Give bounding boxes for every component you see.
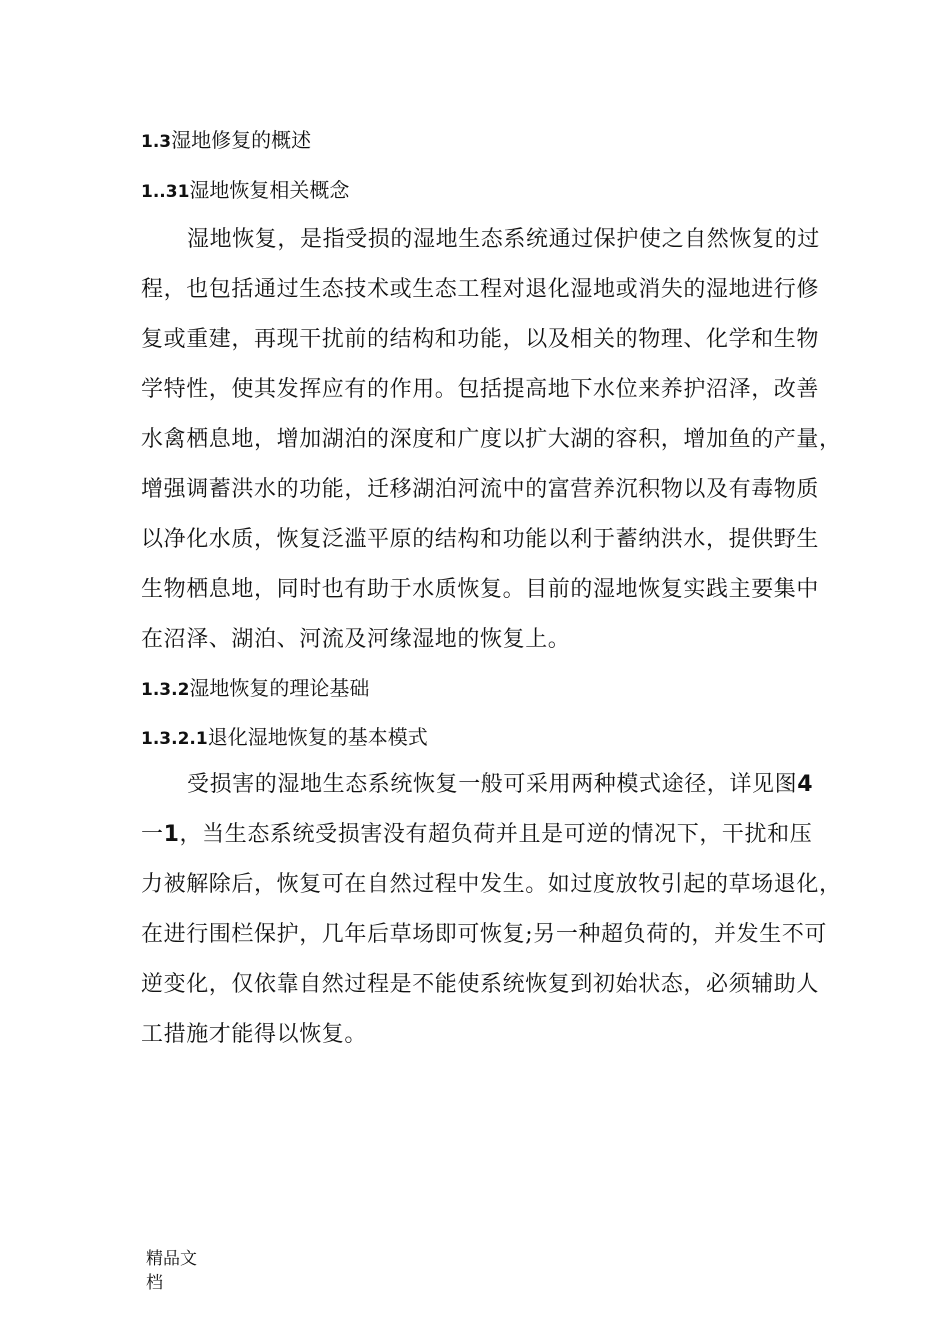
paragraph-line: 在沼泽、湖泊、河流及河缘湿地的恢复上。 (141, 627, 571, 652)
figure-dash: 一 (141, 822, 164, 847)
section-heading-1-3-1 (141, 176, 349, 206)
paragraph-wetland-restoration-concept (141, 215, 842, 665)
paragraph-line: 生物栖息地，同时也有助于水质恢复。目前的湿地恢复实践主要集中 (141, 577, 820, 602)
section-number: 1.3.2.1 (141, 729, 208, 749)
section-title: 湿地恢复相关概念 (189, 178, 350, 202)
figure-number: 4 (797, 772, 814, 797)
footer-line: 档 (146, 1273, 163, 1293)
paragraph-line (141, 810, 836, 860)
section-title: 湿地修复的概述 (171, 128, 312, 152)
section-number: 1.3 (141, 132, 172, 152)
section-heading-1-3 (141, 126, 311, 156)
line-text: 受损害的湿地生态系统恢复一般可采用两种模式途径，详见图 (187, 772, 798, 797)
section-heading-1-3-2 (141, 674, 369, 704)
paragraph-line: 湿地恢复，是指受损的湿地生态系统通过保护使之自然恢复的过 (187, 227, 820, 252)
paragraph-line: 工措施才能得以恢复。 (141, 1022, 368, 1047)
paragraph-line: 以净化水质，恢复泛滥平原的结构和功能以利于蓄纳洪水，提供野生 (141, 527, 820, 552)
figure-number: 1 (163, 822, 180, 847)
paragraph-line: 在进行围栏保护，几年后草场即可恢复;另一种超负荷的，并发生不可 (141, 922, 828, 947)
paragraph-line (141, 760, 836, 810)
paragraph-line: 力被解除后，恢复可在自然过程中发生。如过度放牧引起的草场退化， (141, 872, 842, 897)
paragraph-line: 水禽栖息地，增加湖泊的深度和广度以扩大湖的容积，增加鱼的产量， (141, 427, 842, 452)
section-title: 退化湿地恢复的基本模式 (207, 725, 428, 749)
footer-watermark (146, 1247, 197, 1295)
paragraph-basic-restoration-modes (141, 760, 842, 1060)
section-number: 1.3.2 (141, 680, 190, 700)
section-title: 湿地恢复的理论基础 (189, 676, 370, 700)
footer-line: 精品文 (146, 1249, 197, 1269)
line-text: ，当生态系统受损害没有超负荷并且是可逆的情况下，干扰和压 (179, 822, 813, 847)
section-heading-1-3-2-1 (141, 723, 428, 753)
paragraph-line: 增强调蓄洪水的功能，迁移湖泊河流中的富营养沉积物以及有毒物质 (141, 477, 820, 502)
paragraph-line: 学特性，使其发挥应有的作用。包括提高地下水位来养护沼泽，改善 (141, 377, 820, 402)
paragraph-line: 逆变化，仅依靠自然过程是不能使系统恢复到初始状态，必须辅助人 (141, 972, 820, 997)
section-number: 1..31 (141, 182, 190, 202)
paragraph-line: 程，也包括通过生态技术或生态工程对退化湿地或消失的湿地进行修 (141, 277, 820, 302)
paragraph-line: 复或重建，再现干扰前的结构和功能，以及相关的物理、化学和生物 (141, 327, 820, 352)
